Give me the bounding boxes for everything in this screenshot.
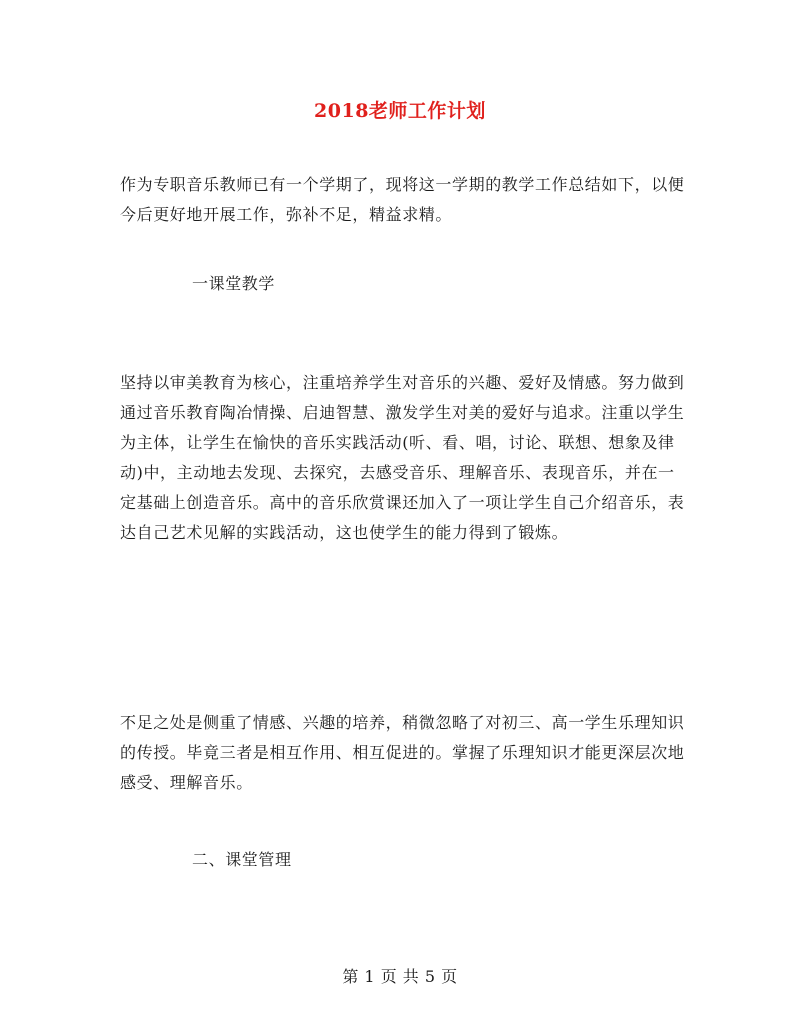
intro-paragraph: 作为专职音乐教师已有一个学期了，现将这一学期的教学工作总结如下，以便今后更好地开展工作，弥补不足，精益求精。: [120, 175, 685, 224]
document-title: 2018老师工作计划: [314, 100, 486, 122]
shortcoming-paragraph: 不足之处是侧重了情感、兴趣的培养，稍微忽略了对初三、高一学生乐理知识的传授。毕竟三者是相互作用、相互促进的。掌握了乐理知识才能更深层次地感受、理解音乐。: [120, 713, 685, 792]
page-number: [0, 964, 800, 987]
section-heading-management: 二、课堂管理: [192, 850, 292, 869]
section-heading-teaching: 一课堂教学: [192, 274, 276, 293]
page-number-label: 第 1 页 共 5 页: [342, 967, 458, 986]
teaching-paragraph: 坚持以审美教育为核心，注重培养学生对音乐的兴趣、爱好及情感。努力做到通过音乐教育陶冶情操、启迪智慧、激发学生对美的爱好与追求。注重以学生为主体，让学生在愉快的音乐实践活动(听、看、唱，讨论、联想、想象及律动)中，主动地去发现、去探究，去感受音乐、理解音乐、表现音乐，并在一定基础上创造音乐。高中的音乐欣赏课还加入了一项让学生自己介绍音乐，表达自己艺术见解的实践活动，这也使学生的能力得到了锻炼。: [120, 373, 685, 542]
